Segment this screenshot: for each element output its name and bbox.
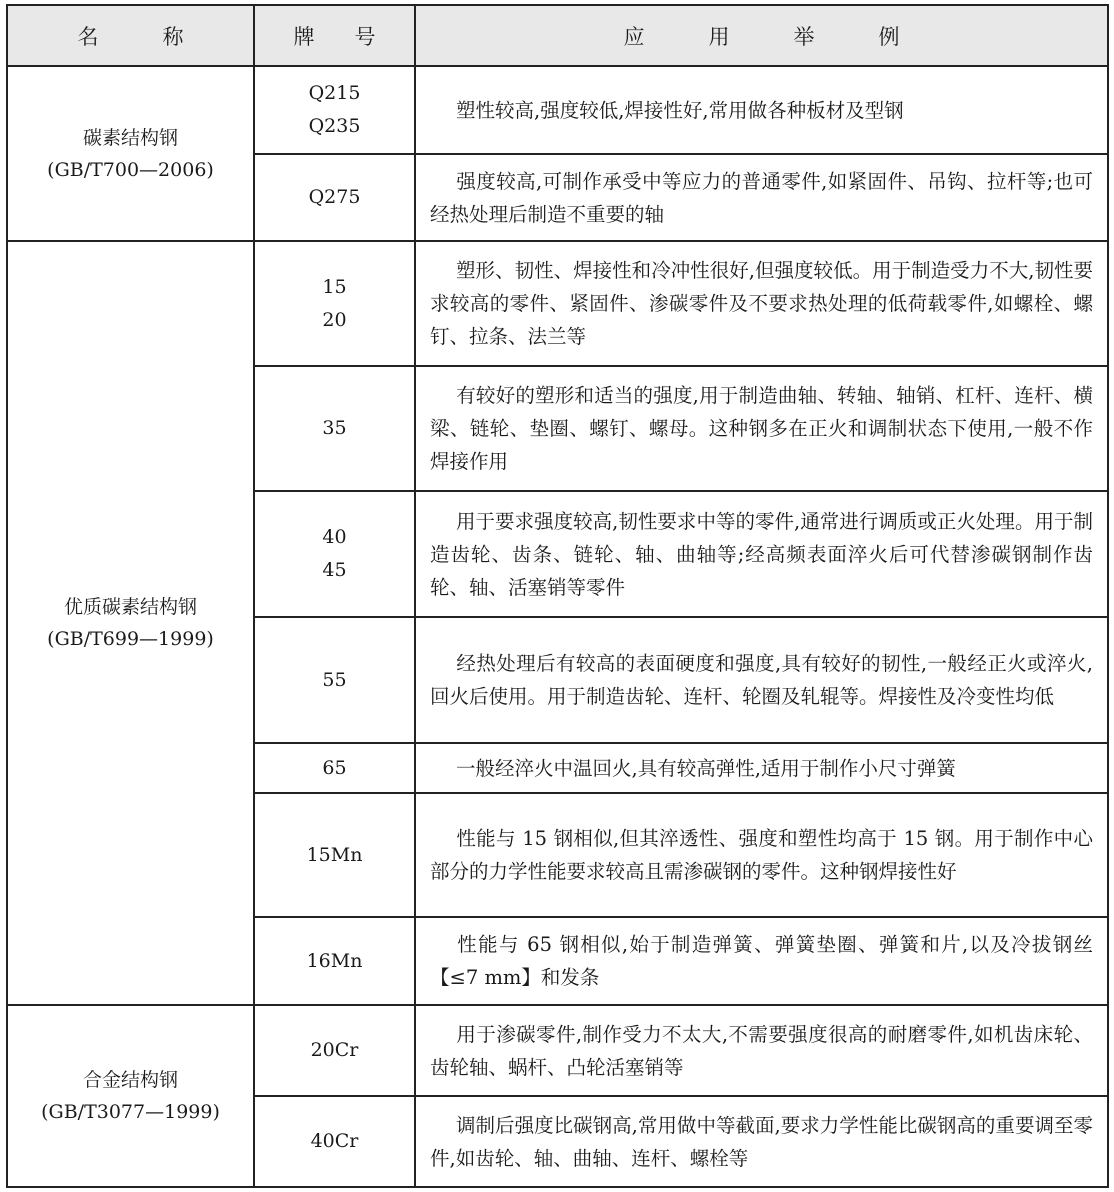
application-cell: 调制后强度比碳钢高,常用做中等截面,要求力学性能比碳钢高的重要调至零件,如齿轮、轴、曲轴、连杆、螺栓等 xyxy=(415,1096,1108,1187)
application-cell: 塑形、韧性、焊接性和冷冲性很好,但强度较低。用于制造受力不大,韧性要求较高的零件、紧固件、渗碳零件及不要求热处理的低荷载零件,如螺栓、螺钉、拉条、法兰等 xyxy=(415,241,1108,366)
application-cell: 性能与 15 钢相似,但其淬透性、强度和塑性均高于 15 钢。用于制作中心部分的力学性能要求较高且需渗碳钢的零件。这种钢焊接性好 xyxy=(415,793,1108,917)
grade-cell: 35 xyxy=(254,366,415,491)
group-standard: (GB/T699—1999) xyxy=(47,628,214,650)
application-cell: 强度较高,可制作承受中等应力的普通零件,如紧固件、吊钩、拉杆等;也可经热处理后制造不重要的轴 xyxy=(415,154,1108,241)
application-cell: 经热处理后有较高的表面硬度和强度,具有较好的韧性,一般经正火或淬火,回火后使用。用于制造齿轮、连杆、轮圈及轧辊等。焊接性及冷变性均低 xyxy=(415,617,1108,743)
application-cell: 性能与 65 钢相似,始于制造弹簧、弹簧垫圈、弹簧和片,以及冷拔钢丝【≤7 mm】和发条 xyxy=(415,917,1108,1005)
grade-cell: 15Mn xyxy=(254,793,415,917)
application-cell: 塑性较高,强度较低,焊接性好,常用做各种板材及型钢 xyxy=(415,66,1108,154)
table-row xyxy=(7,241,1108,366)
application-cell: 有较好的塑形和适当的强度,用于制造曲轴、转轴、轴销、杠杆、连杆、横梁、链轮、垫圈、螺钉、螺母。这种钢多在正火和调制状态下使用,一般不作焊接作用 xyxy=(415,366,1108,491)
grade-cell: Q215 Q235 xyxy=(254,66,415,154)
application-cell: 一般经淬火中温回火,具有较高弹性,适用于制作小尺寸弹簧 xyxy=(415,743,1108,793)
table-row xyxy=(7,1005,1108,1096)
header-application: 应 用 举 例 xyxy=(415,5,1108,66)
group-standard: (GB/T3077—1999) xyxy=(41,1101,220,1123)
header-grade: 牌 号 xyxy=(254,5,415,66)
group-name-cell xyxy=(7,241,254,1005)
group-name: 优质碳素结构钢 xyxy=(63,596,197,618)
group-name-cell xyxy=(7,66,254,241)
table-row xyxy=(7,66,1108,154)
application-cell: 用于要求强度较高,韧性要求中等的零件,通常进行调质或正火处理。用于制造齿轮、齿条、链轮、轴、曲轴等;经高频表面淬火后可代替渗碳钢制作齿轮、轴、活塞销等零件 xyxy=(415,491,1108,617)
grade-cell: 40Cr xyxy=(254,1096,415,1187)
header-row xyxy=(7,5,1108,66)
application-cell: 用于渗碳零件,制作受力不太大,不需要强度很高的耐磨零件,如机齿床轮、齿轮轴、蜗杆、凸轮活塞销等 xyxy=(415,1005,1108,1096)
grade-cell: 15 20 xyxy=(254,241,415,366)
grade-cell: 40 45 xyxy=(254,491,415,617)
grade-cell: 16Mn xyxy=(254,917,415,1005)
group-name: 碳素结构钢 xyxy=(82,126,178,149)
grade-cell: 65 xyxy=(254,743,415,793)
grade-cell: 20Cr xyxy=(254,1005,415,1096)
group-standard: (GB/T700—2006) xyxy=(47,158,214,181)
grade-cell: Q275 xyxy=(254,154,415,241)
header-name: 名 称 xyxy=(7,5,254,66)
group-name-cell xyxy=(7,1005,254,1187)
group-name: 合金结构钢 xyxy=(82,1069,178,1091)
steel-applications-table xyxy=(6,4,1109,1188)
grade-cell: 55 xyxy=(254,617,415,743)
